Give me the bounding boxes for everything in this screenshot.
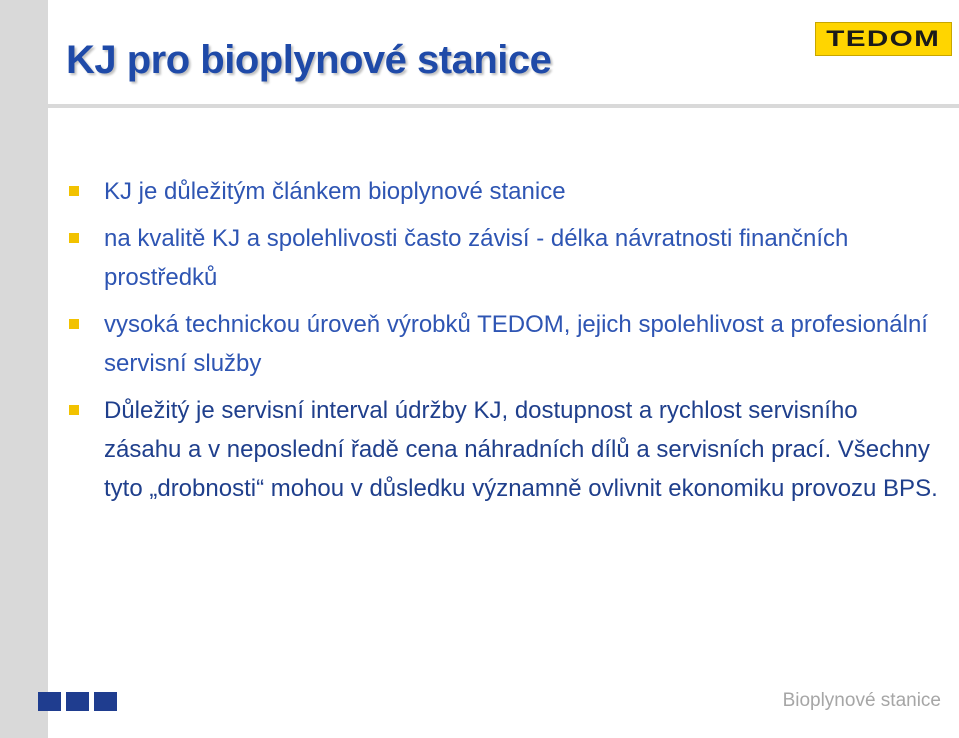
square-bullet-icon (69, 233, 79, 243)
bullet-text: KJ je důležitým článkem bioplynové stanice (104, 178, 566, 205)
footer-label: Bioplynové stanice (782, 690, 941, 711)
bullet-item (66, 172, 941, 211)
square-bullet-icon (69, 186, 79, 196)
bullet-list (66, 172, 941, 516)
bullet-item (66, 219, 941, 297)
footer-square-icon (38, 692, 61, 711)
footer-square-icon (94, 692, 117, 711)
bullet-item (66, 305, 941, 383)
bullet-text: Důležitý je servisní interval údržby KJ, dostupnost a rychlost servisního zásahu a v neposlední řadě cena náhradních dílů a servisních prací. Všechny tyto „drobnosti“ mohou v důsledku významně ovlivnit ekonomiku provozu BPS. (104, 397, 938, 502)
slide-title: KJ pro bioplynové stanice (66, 38, 552, 82)
footer-square-icon (66, 692, 89, 711)
logo-text: TEDOM (826, 26, 941, 51)
bullet-text: na kvalitě KJ a spolehlivosti často závisí - délka návratnosti finančních prostředků (104, 225, 849, 291)
tedom-logo (815, 22, 952, 56)
square-bullet-icon (69, 319, 79, 329)
left-side-strip (0, 0, 48, 738)
bullet-text: vysoká technickou úroveň výrobků TEDOM, jejich spolehlivost a profesionální servisní služby (104, 311, 928, 377)
square-bullet-icon (69, 405, 79, 415)
bullet-item (66, 391, 941, 508)
title-divider (48, 104, 959, 108)
footer-decoration (38, 692, 117, 711)
